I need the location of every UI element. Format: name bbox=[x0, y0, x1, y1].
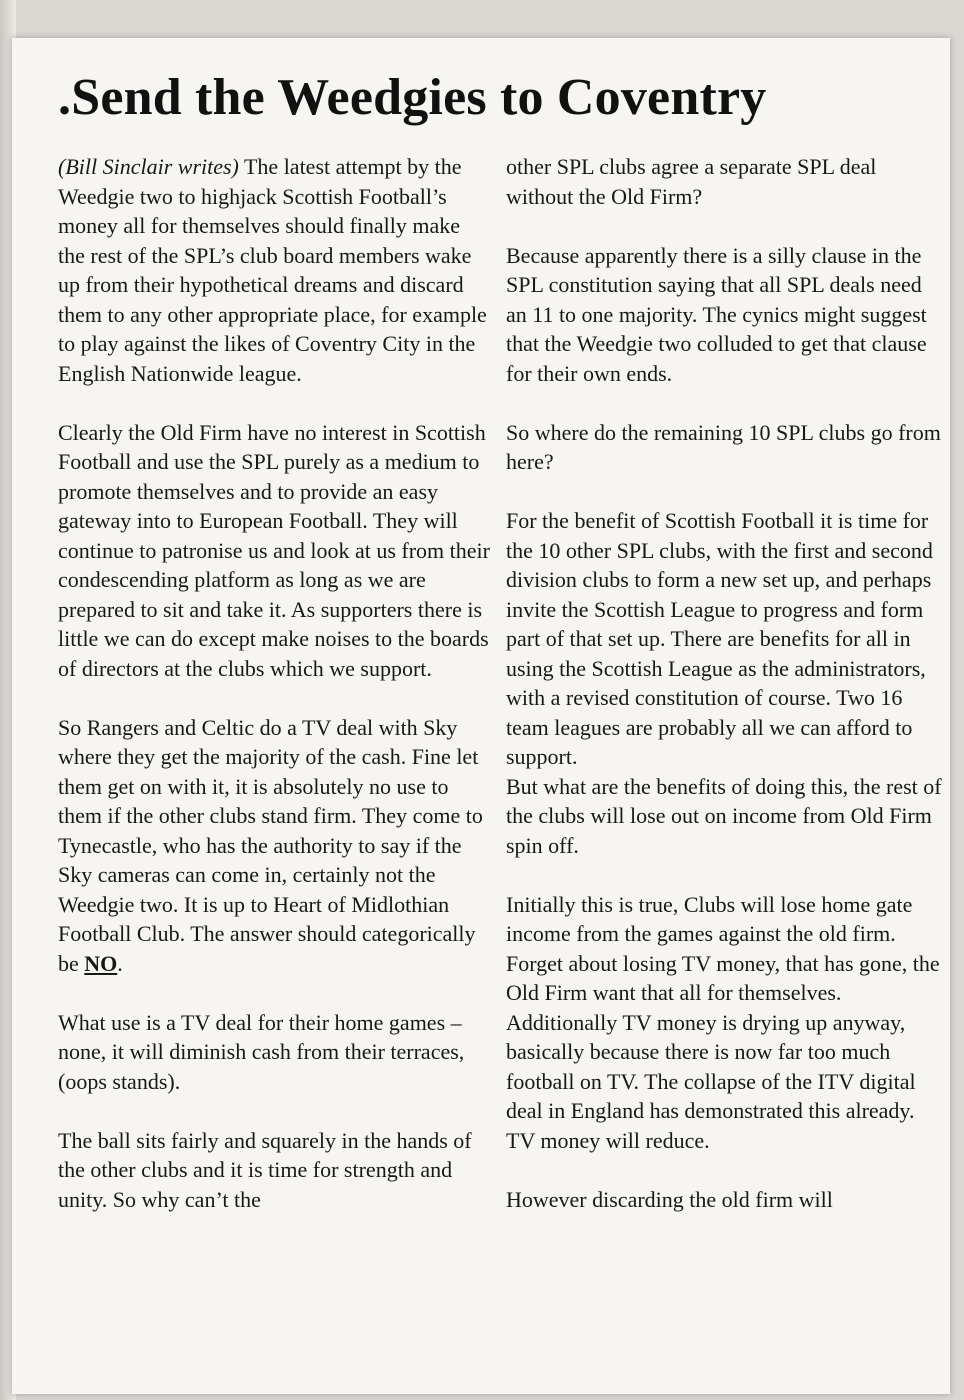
paragraph-end: . bbox=[117, 950, 123, 976]
paragraph: Clearly the Old Firm have no interest in Scottish Football and use the SPL purely as a medium to promote themselves and to provide an easy gateway into to European Football. They will continue to patronise us and look at us from their condescending platform as long as we are prepared to sit and take it. As supporters there is little we can do except make noises to the boards of directors at the clubs which we support. bbox=[58, 419, 490, 681]
paragraph: Because apparently there is a silly clause in the SPL constitution saying that all SPL deals need an 11 to one majority. The cynics might suggest that the Weedgie two colluded to get that clause for their own ends. bbox=[506, 242, 927, 386]
paragraph: For the benefit of Scottish Football it is time for the 10 other SPL clubs, with the first and second division clubs to form a new set up, and perhaps invite the Scottish League to progress and form part of that set up. There are benefits for all in using the Scottish League as the administrators, with a revised constitution of course. Two 16 team leagues are probably all we can afford to support. bbox=[506, 508, 933, 769]
emphasis-no: NO bbox=[84, 950, 118, 976]
paragraph: What use is a TV deal for their home games – none, it will diminish cash from their terraces, (oops stands). bbox=[58, 1009, 465, 1094]
paragraph: However discarding the old firm will bbox=[506, 1186, 833, 1212]
paragraph bbox=[58, 713, 490, 979]
article-byline: (Bill Sinclair writes) bbox=[58, 154, 239, 179]
paragraph-text: So Rangers and Celtic do a TV deal with Sky where they get the majority of the cash. Fine let them get on with it, it is absolutely no use to them if the other clubs stand firm. They come to Tynecastle, who has the authority to say if the Sky cameras can come in, certainly not the Weedgie two. It is up to Heart of Midlothian Football Club. The answer should categorically be bbox=[58, 714, 483, 976]
paragraph: Initially this is true, Clubs will lose home gate income from the games against the old firm. Forget about losing TV money, that has gone, the Old Firm want that all for themselves. Additionally TV money is drying up anyway, basically because there is now far too much football on TV. The collapse of the ITV digital deal in England has demonstrated this already. TV money will reduce. bbox=[506, 891, 940, 1153]
magazine-page bbox=[12, 38, 950, 1394]
paragraph: So where do the remaining 10 SPL clubs go from here? bbox=[506, 419, 941, 474]
paragraph: But what are the benefits of doing this, the rest of the clubs will lose out on income from Old Firm spin off. bbox=[506, 773, 942, 858]
paragraph-text: The latest attempt by the Weedgie two to highjack Scottish Football’s money all for themselves should finally make the rest of the SPL’s club board members wake up from their hypothetical dreams and discard them to any other appropriate place, for example to play against the likes of Coventry City in the English Nationwide league. bbox=[58, 154, 487, 386]
paragraph: The ball sits fairly and squarely in the hands of the other clubs and it is time for strength and unity. So why can’t the bbox=[58, 1127, 472, 1212]
paragraph bbox=[58, 152, 490, 388]
paragraph: other SPL clubs agree a separate SPL deal without the Old Firm? bbox=[506, 154, 877, 209]
article-headline: .Send the Weedgies to Coventry bbox=[58, 69, 767, 126]
article-left-column bbox=[58, 152, 490, 1244]
article-right-column bbox=[506, 152, 946, 1244]
